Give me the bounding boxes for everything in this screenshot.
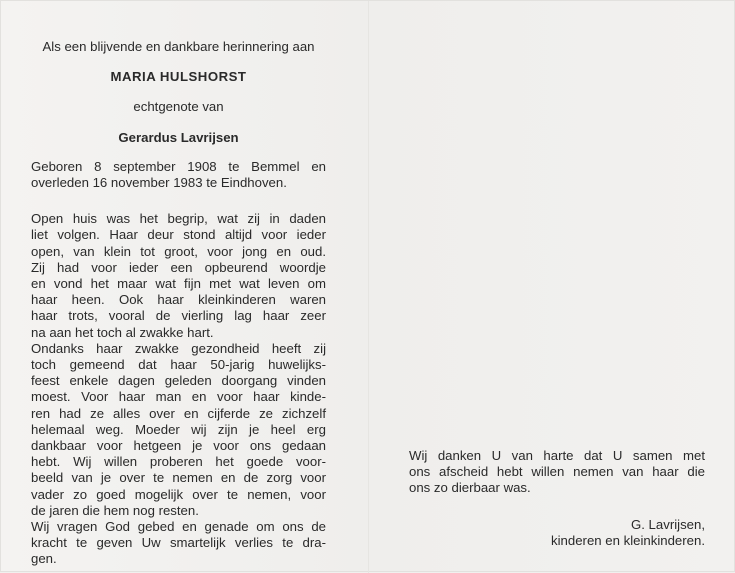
birth-death-text — [31, 159, 326, 191]
right-panel — [409, 448, 705, 549]
text-line: haar trots, vooral de vierling lag haar zeer — [31, 308, 326, 324]
text-line: dankbaar voor hetgeen je voor ons gedaan — [31, 438, 326, 454]
deceased-name: MARIA HULSHORST — [110, 69, 247, 85]
text-line: Ondanks haar zwakke gezondheid heeft zij — [31, 340, 326, 356]
text-line: beeld van je over te nemen en de zorg voor — [31, 470, 326, 486]
text-line: Open huis was het begrip, wat zij in daden — [31, 211, 326, 227]
text-line: ons afscheid hebt willen nemen van haar die — [409, 464, 705, 480]
signature-block — [409, 517, 705, 549]
text-line: hebt. Wij willen proberen het goede voor- — [31, 454, 326, 470]
thanks-text — [409, 448, 705, 497]
text-line: moest. Voor haar man en voor haar kinde- — [31, 389, 326, 405]
text-line: vader zo goed mogelijk over te nemen, voor — [31, 486, 326, 502]
text-line: overleden 16 november 1983 te Eindhoven. — [31, 175, 287, 191]
intro-text: Als een blijvende en dankbare herinnering aan — [42, 39, 315, 54]
text-line: haar heen. Ook haar kleinkinderen waren — [31, 292, 326, 308]
text-line: gen. — [31, 551, 57, 567]
text-line: ons zo dierbaar was. — [409, 480, 531, 496]
text-line: Zij had voor ieder een opbeurend woordje — [31, 259, 326, 275]
text-line: en vond het maar wat fijn met wat leven om — [31, 276, 326, 292]
signature-family: kinderen en kleinkinderen. — [551, 532, 705, 548]
text-line: liet volgen. Haar deur stond altijd voor ieder — [31, 227, 326, 243]
text-line: na aan het toch al zwakke hart. — [31, 324, 214, 340]
text-line: ren had ze alles over en cijferde ze zichzelf — [31, 405, 326, 421]
text-line: feest enkele dagen geleden doorgang vinden — [31, 373, 326, 389]
text-line: kracht te geven Uw smartelijk verlies te dra- — [31, 535, 326, 551]
text-line: de jaren die hem nog resten. — [31, 502, 199, 518]
text-line: Wij danken U van harte dat U samen met — [409, 448, 705, 463]
left-panel — [31, 39, 326, 568]
text-line: helemaal weg. Moeder wij zijn je heel erg — [31, 421, 326, 437]
text-line: Geboren 8 september 1908 te Bemmel en — [31, 158, 326, 174]
card-fold-line — [368, 1, 369, 573]
text-line: Wij vragen God gebed en genade om ons de — [31, 519, 326, 535]
memorial-paragraph — [31, 211, 326, 567]
signature-name: G. Lavrijsen, — [630, 516, 705, 532]
relation-text: echtgenote van — [133, 99, 224, 115]
husband-name: Gerardus Lavrijsen — [118, 129, 239, 145]
text-line: open, van klein tot groot, voor jong en oud. — [31, 243, 326, 259]
text-line: toch gemeend dat haar 50-jarig huwelijks- — [31, 357, 326, 373]
